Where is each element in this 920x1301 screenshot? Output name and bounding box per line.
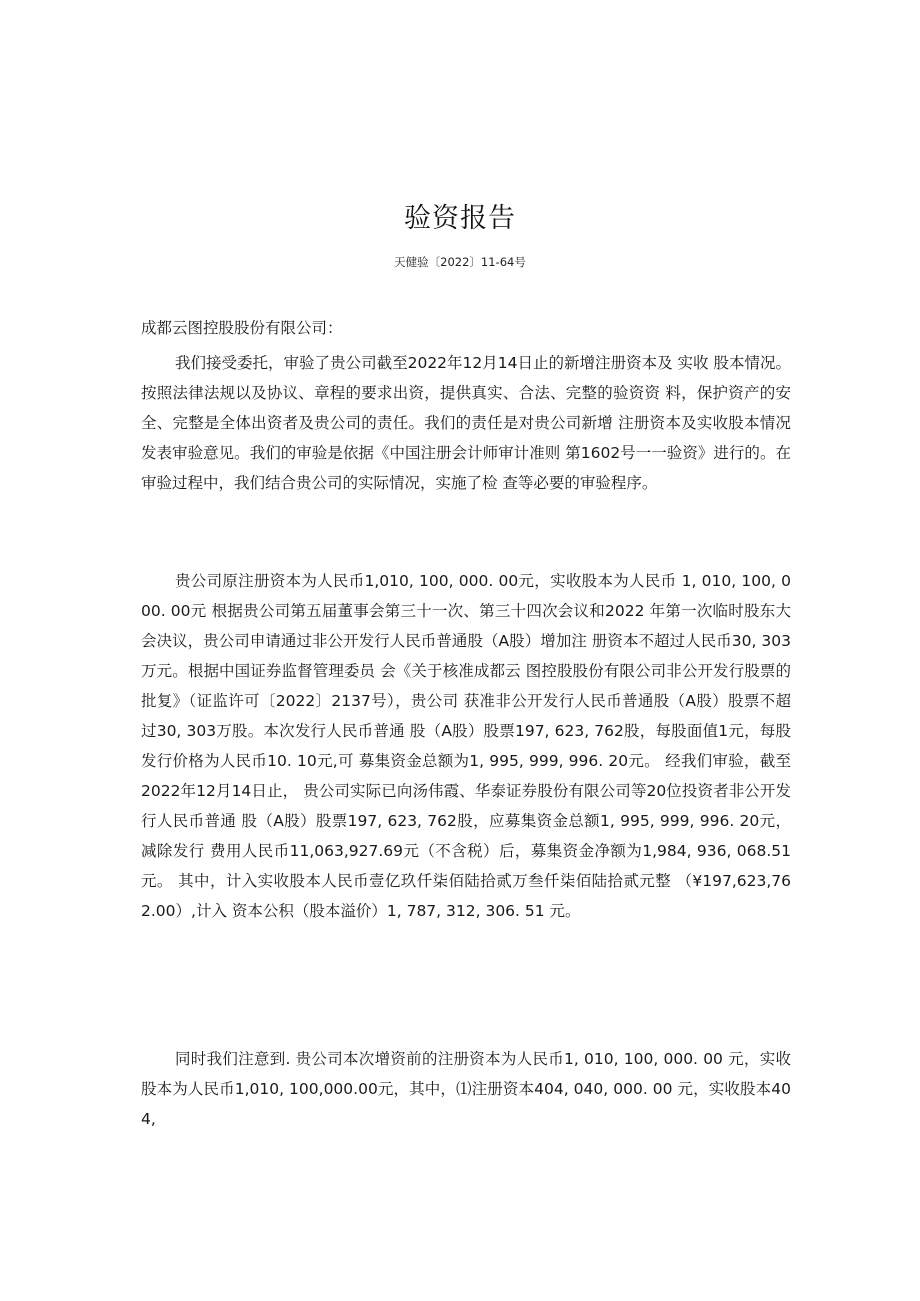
paragraph-engagement: 我们接受委托，审验了贵公司截至2022年12月14日止的新增注册资本及 实收 股本情况。按照法律法规以及协议、章程的要求出资，提供真实、合法、完整的验资资 料，保护资产的安全、完整是全体出资者及贵公司的责任。我们的责任是对贵公司新增 注册资本及实收股本情况发表审验意见。我们的审验是依据《中国注册会计师审计准则 第1602号一一验资》进行的。在审验过程中，我们结合贵公司的实际情况，实施了检 查等必要的审验程序。 [141, 354, 791, 492]
paragraph-capital-details: 贵公司原注册资本为人民币1,010, 100, 000. 00元，实收股本为人民币 1, 010, 100, 000. 00元 根据贵公司第五届董事会第三十一次、第三十四次会议和2022 年第一次临时股东大会决议，贵公司申请通过非公开发行人民币普通股（A股）增加注 册资本不超过人民币30, 303万元。根据中国证券监督管理委员 会《关于核准成都云 图控股股份有限公司非公开发行股票的批复》（证监许可〔2022〕2137号），贵公司 获准非公开发行人民币普通股（A股）股票不超过30, 303万股。本次发行人民币普通 股（A股）股票197, 623, 762股，每股面值1元，每股发行价格为人民币10. 10元,可 募集资金总额为1, 995, 999, 996. 20元。 经我们审验，截至2022年12月14日止， 贵公司实际已向汤伟霞、华泰证券股份有限公司等20位投资者非公开发行人民币普通 股（A股）股票197, 623, 762股，应募集资金总额1, 995, 999, 996. 20元，减除发行 费用人民币11,063,927.69元（不含税）后，募集资金净额为1,984, 936, 068.51元。 其中，计入实收股本人民币壹亿玖仟柒佰陆拾贰万叁仟柒佰陆拾贰元整 （¥197,623,762.00）,计入 资本公积（股本溢价）1, 787, 312, 306. 51 元。 [141, 572, 791, 920]
report-title: 验资报告 [404, 203, 516, 234]
paragraph-prior-capital: 同时我们注意到. 贵公司本次增资前的注册资本为人民币1, 010, 100, 000. 00 元，实收股本为人民币1,010, 100,000.00元，其中，⑴注册资本404, 040, 000. 00 元，实收股本404, [141, 1050, 791, 1128]
report-number: 天健验〔2022〕11-64号 [394, 255, 526, 269]
addressee: 成都云图控股股份有限公司： [141, 319, 343, 337]
